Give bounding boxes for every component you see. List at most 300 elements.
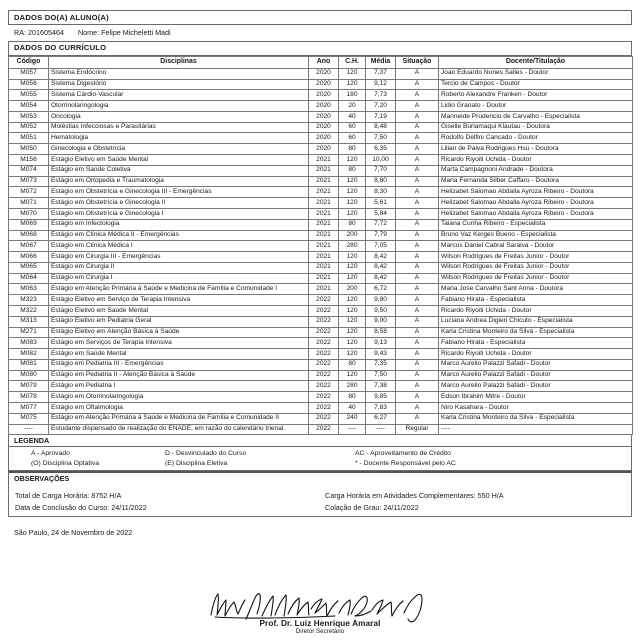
cell-situacao: A [396,262,439,273]
cell-codigo: M057 [9,68,49,79]
legend-entry-desvinculado: D - Desvinculado do Curso [165,449,247,457]
cell-situacao: A [396,349,439,360]
cell-media: 6,27 [366,413,396,424]
cell-situacao: A [396,370,439,381]
cell-media: 7,50 [366,370,396,381]
cell-media: 9,80 [366,295,396,306]
table-row [9,79,633,90]
cell-docente: Marineide Prudencio de Carvalho - Especialista [439,111,633,122]
cell-codigo: M054 [9,101,49,112]
cell-ano: 2021 [309,155,339,166]
cell-ch: 120 [339,349,366,360]
table-row [9,316,633,327]
cell-ano: 2021 [309,208,339,219]
cell-situacao: A [396,241,439,252]
cell-disciplina: Estágio em Obstetrícia e Ginecologia II [49,198,309,209]
cell-ano: 2021 [309,219,339,230]
cell-codigo: M323 [9,295,49,306]
cell-media: 7,50 [366,133,396,144]
cell-situacao: A [396,155,439,166]
cell-docente: Giselle Burlamaqui Klautau - Doutora [439,122,633,133]
cell-media: 6,72 [366,284,396,295]
total-workload: Total de Carga Horária: 8752 H/A [15,491,122,501]
cell-ch: 120 [339,155,366,166]
cell-situacao: A [396,327,439,338]
cell-docente: Joao Eduardo Nunes Salles - Doutor [439,68,633,79]
legend-title: LEGENDA [9,435,631,447]
cell-docente: Helizabet Salomao Abdalla Ayroza Ribeiro - Doutora [439,198,633,209]
cell-situacao: A [396,252,439,263]
cell-codigo: M063 [9,284,49,295]
cell-ano: 2022 [309,327,339,338]
signer-role: Diretor Secretário [295,628,345,636]
cell-ch: 280 [339,381,366,392]
signature-block [0,589,640,636]
cell-situacao: A [396,90,439,101]
cell-codigo: M073 [9,176,49,187]
cell-disciplina: Estágio Eletivo em Saúde Mental [49,155,309,166]
cell-situacao: A [396,305,439,316]
table-row [9,262,633,273]
table-row [9,305,633,316]
cell-disciplina: Estágio em Saúde Mental [49,349,309,360]
cell-situacao: A [396,338,439,349]
cell-ano: 2021 [309,165,339,176]
cell-disciplina: Estágio em Cirurgia III - Emergências [49,252,309,263]
cell-disciplina: Sistema Cárdio-Vascular [49,90,309,101]
cell-ch: 40 [339,403,366,414]
table-row [9,241,633,252]
cell-ano: 2022 [309,413,339,424]
table-row [9,198,633,209]
cell-codigo: M081 [9,359,49,370]
column-header-media: Média [366,56,396,68]
table-row [9,122,633,133]
cell-docente: Helizabet Salomao Abdalla Ayroza Ribeiro - Doutora [439,208,633,219]
cell-ano: 2022 [309,305,339,316]
cell-media: 9,13 [366,338,396,349]
cell-ano: 2020 [309,90,339,101]
cell-ano: 2020 [309,79,339,90]
cell-media: 9,43 [366,349,396,360]
cell-ch: 80 [339,144,366,155]
cell-codigo: M065 [9,262,49,273]
column-header-codigo: Código [9,56,49,68]
cell-media: ---- [366,424,396,435]
cell-codigo: M075 [9,413,49,424]
cell-situacao: A [396,101,439,112]
table-row [9,381,633,392]
table-row [9,349,633,360]
cell-disciplina: Hematologia [49,133,309,144]
cell-docente: Ricardo Riyoiti Uchida - Doutor [439,349,633,360]
cell-ano: 2021 [309,176,339,187]
cell-situacao: A [396,144,439,155]
cell-ch: 120 [339,327,366,338]
cell-codigo: M066 [9,252,49,263]
cell-codigo: M071 [9,198,49,209]
cell-disciplina: Estágio Eletivo em Saúde Mental [49,305,309,316]
cell-situacao: A [396,230,439,241]
table-row [9,176,633,187]
cell-disciplina: Estágio em Ortopedia e Traumatologia [49,176,309,187]
cell-ch: 40 [339,111,366,122]
cell-media: 7,05 [366,241,396,252]
cell-ano: 2022 [309,295,339,306]
cell-ch: 200 [339,230,366,241]
cell-codigo: M050 [9,144,49,155]
cell-codigo: M067 [9,241,49,252]
cell-disciplina: Estágio em Pediatria II - Atenção Básica à Saúde [49,370,309,381]
cell-media: 8,80 [366,176,396,187]
complementary-workload: Carga Horária em Atividades Complementares: 550 H/A [325,491,504,501]
cell-situacao: A [396,198,439,209]
cell-ch: 120 [339,79,366,90]
cell-codigo: M156 [9,155,49,166]
cell-situacao: A [396,219,439,230]
cell-disciplina: Estágio em Pediatria III - Emergências [49,359,309,370]
cell-disciplina: Estudante dispensado de realização do ENADE, em razão do calendário trienal. [49,424,309,435]
cell-ano: 2021 [309,230,339,241]
cell-media: 7,72 [366,219,396,230]
cell-media: 8,42 [366,252,396,263]
curriculum-data-header: DADOS DO CURRÍCULO [8,41,632,56]
cell-docente: Niro Kasahara - Doutor [439,403,633,414]
cell-ano: 2021 [309,262,339,273]
cell-disciplina: Moléstias Infecciosas e Parasitárias [49,122,309,133]
cell-media: 9,00 [366,316,396,327]
cell-situacao: A [396,133,439,144]
cell-disciplina: Estágio em Obstetrícia e Ginecologia III - Emergências [49,187,309,198]
table-row [9,133,633,144]
legend-entry-docente-responsavel: * - Docente Responsável pelo AC [355,459,456,467]
name-label: Nome: [77,27,100,37]
cell-disciplina: Ginecologia e Obstetrícia [49,144,309,155]
cell-media: 5,84 [366,208,396,219]
cell-ch: 120 [339,208,366,219]
cell-codigo: M053 [9,111,49,122]
cell-docente: Wilson Rodrigues de Freitas Junior - Doutor [439,273,633,284]
cell-ano: 2022 [309,392,339,403]
cell-disciplina: Estágio Eletivo em Atenção Básica à Saúde [49,327,309,338]
cell-codigo: M069 [9,219,49,230]
cell-situacao: A [396,208,439,219]
legend-entry-aprovado: A - Aprovado [31,449,70,457]
cell-docente: Maria Fernanda Silber Caffaro - Doutora [439,176,633,187]
observations-title: OBSERVAÇÕES [14,473,70,483]
cell-codigo: M083 [9,338,49,349]
table-row [9,230,633,241]
cell-ano: 2022 [309,316,339,327]
cell-ano: 2020 [309,111,339,122]
table-row [9,208,633,219]
legend-box [8,435,632,470]
cell-codigo: ---- [9,424,49,435]
table-row [9,68,633,79]
cell-situacao: A [396,284,439,295]
cell-codigo: M082 [9,349,49,360]
table-row [9,187,633,198]
cell-media: 8,42 [366,273,396,284]
cell-ano: 2022 [309,370,339,381]
cell-situacao: A [396,111,439,122]
cell-disciplina: Estágio em Atenção Primária à Saúde e Medicina de Família e Comunidade II [49,413,309,424]
table-row [9,101,633,112]
cell-media: 7,35 [366,359,396,370]
cell-ano: 2022 [309,349,339,360]
cell-docente: Roberto Alexandre Franken - Doutor [439,90,633,101]
cell-disciplina: Estágio em Oftalmologia [49,403,309,414]
cell-codigo: M056 [9,79,49,90]
student-name-value: Felipe Micheletti Madi [101,27,171,37]
cell-disciplina: Estágio em Cirurgia II [49,262,309,273]
cell-codigo: M068 [9,230,49,241]
cell-ch: 120 [339,370,366,381]
cell-media: 7,79 [366,230,396,241]
cell-ch: 80 [339,165,366,176]
cell-ano: 2022 [309,381,339,392]
table-row [9,359,633,370]
cell-ch: 120 [339,273,366,284]
table-row [9,155,633,166]
cell-media: 7,38 [366,381,396,392]
cell-media: 9,12 [366,79,396,90]
column-header-docente: Docente/Titulação [439,56,633,68]
cell-docente: Helizabet Salomao Abdalla Ayroza Ribeiro - Doutora [439,187,633,198]
cell-situacao: A [396,79,439,90]
cell-disciplina: Estágio em Saúde Coletiva [49,165,309,176]
cell-docente: Marta Campagnoni Andrade - Doutora [439,165,633,176]
cell-codigo: M077 [9,403,49,414]
cell-ch: 120 [339,252,366,263]
cell-ch: 240 [339,413,366,424]
cell-ch: 120 [339,316,366,327]
column-header-ano: Ano [309,56,339,68]
cell-disciplina: Estágio em Infectologia [49,219,309,230]
ra-label: RA: [14,27,26,37]
observations-grid [9,484,631,516]
cell-docente: Taiana Cunha Ribeiro - Especialista [439,219,633,230]
cell-docente: Wilson Rodrigues de Freitas Junior - Doutor [439,252,633,263]
cell-ch: 120 [339,198,366,209]
cell-ano: 2021 [309,284,339,295]
cell-media: 7,19 [366,111,396,122]
cell-disciplina: Estágio em Otorrinolaringologia [49,392,309,403]
cell-ano: 2022 [309,424,339,435]
cell-disciplina: Estágio em Clínica Médica I [49,241,309,252]
cell-ch: 60 [339,122,366,133]
cell-media: 8,42 [366,262,396,273]
cell-docente: Karla Cristina Monteiro da Silva - Especialista [439,327,633,338]
cell-docente: Fabiano Hirata - Especialista [439,295,633,306]
cell-codigo: M322 [9,305,49,316]
curriculum-table [8,56,633,436]
cell-media: 8,48 [366,122,396,133]
cell-docente: Karla Cristina Monteiro da Silva - Especialista [439,413,633,424]
column-header-ch: C.H. [339,56,366,68]
cell-ch: 200 [339,284,366,295]
cell-situacao: A [396,187,439,198]
cell-situacao: A [396,392,439,403]
cell-ch: 280 [339,241,366,252]
legend-entry-eletiva: (E) Disciplina Eletiva [165,459,228,467]
cell-docente: Marco Aurelio Palazzi Safadi - Doutor [439,359,633,370]
cell-docente: Marco Aurelio Palazzi Safadi - Doutor [439,381,633,392]
cell-situacao: A [396,273,439,284]
course-completion-date: Data de Conclusão do Curso: 24/11/2022 [15,502,147,512]
table-row [9,165,633,176]
curriculum-table-body [9,68,633,435]
cell-codigo: M072 [9,187,49,198]
cell-docente: Bruno Vaz Kerges Bueno - Especialista [439,230,633,241]
cell-ch: 80 [339,219,366,230]
cell-docente: Rodolfo Delfini Cancado - Doutor [439,133,633,144]
cell-docente: Ricardo Riyoiti Uchida - Doutor [439,305,633,316]
cell-ch: 120 [339,187,366,198]
cell-codigo: M051 [9,133,49,144]
cell-media: 7,37 [366,68,396,79]
cell-media: 8,58 [366,327,396,338]
cell-codigo: M055 [9,90,49,101]
student-data-header: DADOS DO(A) ALUNO(A) [8,10,632,25]
cell-situacao: A [396,381,439,392]
cell-ano: 2020 [309,68,339,79]
cell-ch: 60 [339,133,366,144]
cell-ano: 2021 [309,187,339,198]
cell-docente: Marcos Daniel Cabral Saraiva - Doutor [439,241,633,252]
cell-disciplina: Sistema Endócrino [49,68,309,79]
cell-codigo: M074 [9,165,49,176]
table-row [9,403,633,414]
cell-disciplina: Sistema Digestório [49,79,309,90]
cell-ch: 80 [339,359,366,370]
cell-ano: 2020 [309,133,339,144]
city-and-date: São Paulo, 24 de Novembro de 2022 [14,528,133,538]
cell-codigo: M271 [9,327,49,338]
cell-disciplina: Estágio em Cirurgia I [49,273,309,284]
cell-situacao: A [396,316,439,327]
ra-value: 201605464 [27,27,64,37]
cell-disciplina: Estágio Eletivo em Serviço de Terapia Intensiva [49,295,309,306]
cell-ch: 120 [339,338,366,349]
cell-docente: Maria Jose Carvalho Sant Anna - Doutora [439,284,633,295]
cell-disciplina: Estágio em Pediatria I [49,381,309,392]
cell-situacao: A [396,165,439,176]
cell-media: 7,20 [366,101,396,112]
table-row [9,413,633,424]
cell-disciplina: Estágio em Atenção Primária à Saúde e Medicina de Família e Comunidade I [49,284,309,295]
cell-docente: Edson Ibrahim Mitre - Doutor [439,392,633,403]
signer-name: Prof. Dr. Luiz Henrique Amaral [259,619,381,629]
table-header-row [9,56,633,68]
cell-situacao: A [396,122,439,133]
cell-ano: 2021 [309,198,339,209]
table-row [9,252,633,263]
legend-entry-aproveitamento: AC - Aproveitamento de Crédito [355,449,451,457]
column-header-disciplinas: Disciplinas [49,56,309,68]
table-row [9,273,633,284]
cell-codigo: M313 [9,316,49,327]
cell-situacao: Regular [396,424,439,435]
cell-situacao: A [396,68,439,79]
cell-disciplina: Estágio em Serviços de Terapia Intensiva [49,338,309,349]
cell-docente: Wilson Rodrigues de Freitas Junior - Doutor [439,262,633,273]
cell-media: 7,83 [366,403,396,414]
cell-docente: Marco Aurelio Palazzi Safadi - Doutor [439,370,633,381]
legend-entry-optativa: (O) Disciplina Optativa [31,459,99,467]
cell-situacao: A [396,295,439,306]
cell-ch: 120 [339,68,366,79]
table-row [9,370,633,381]
cell-disciplina: Oncologia [49,111,309,122]
cell-situacao: A [396,403,439,414]
cell-docente: Luciana Andrea Digieri Chicuto - Especialista [439,316,633,327]
cell-media: 7,73 [366,90,396,101]
cell-media: 9,50 [366,305,396,316]
cell-ano: 2021 [309,273,339,284]
cell-docente: Lilian de Paiva Rodrigues Hsu - Doutora [439,144,633,155]
cell-docente: Lidio Granato - Doutor [439,101,633,112]
legend-grid [9,447,631,470]
cell-media: 8,30 [366,187,396,198]
cell-disciplina: Estágio em Clínica Médica II - Emergências [49,230,309,241]
cell-codigo: M080 [9,370,49,381]
cell-docente: Tercio de Campos - Doutor [439,79,633,90]
cell-ano: 2022 [309,359,339,370]
cell-ano: 2022 [309,403,339,414]
table-row [9,327,633,338]
cell-media: 7,70 [366,165,396,176]
cell-ch: 120 [339,176,366,187]
table-row [9,111,633,122]
cell-ch: 120 [339,295,366,306]
cell-docente: Ricardo Riyoiti Uchida - Doutor [439,155,633,166]
table-row [9,338,633,349]
cell-media: 9,85 [366,392,396,403]
cell-ch: 20 [339,101,366,112]
cell-docente: ---- [439,424,633,435]
cell-codigo: M052 [9,122,49,133]
handwritten-signature-icon [205,589,435,623]
cell-ano: 2022 [309,338,339,349]
cell-ano: 2020 [309,144,339,155]
table-row [9,392,633,403]
observations-box [8,471,632,518]
cell-ano: 2021 [309,241,339,252]
cell-media: 10,00 [366,155,396,166]
cell-docente: Fabiano Hirata - Especialista [439,338,633,349]
table-row [9,219,633,230]
cell-ch: 80 [339,392,366,403]
cell-disciplina: Otorrinolaringologia [49,101,309,112]
cell-media: 6,35 [366,144,396,155]
cell-disciplina: Estágio Eletivo em Pediatria Geral [49,316,309,327]
cell-codigo: M079 [9,381,49,392]
table-row [9,144,633,155]
cell-situacao: A [396,359,439,370]
cell-codigo: M078 [9,392,49,403]
cell-situacao: A [396,176,439,187]
cell-situacao: A [396,413,439,424]
cell-media: 5,61 [366,198,396,209]
graduation-date: Colação de Grau: 24/11/2022 [325,502,419,512]
student-identity-line [8,25,632,41]
cell-ano: 2020 [309,122,339,133]
table-row [9,90,633,101]
table-row [9,284,633,295]
cell-ano: 2021 [309,252,339,263]
cell-codigo: M070 [9,208,49,219]
